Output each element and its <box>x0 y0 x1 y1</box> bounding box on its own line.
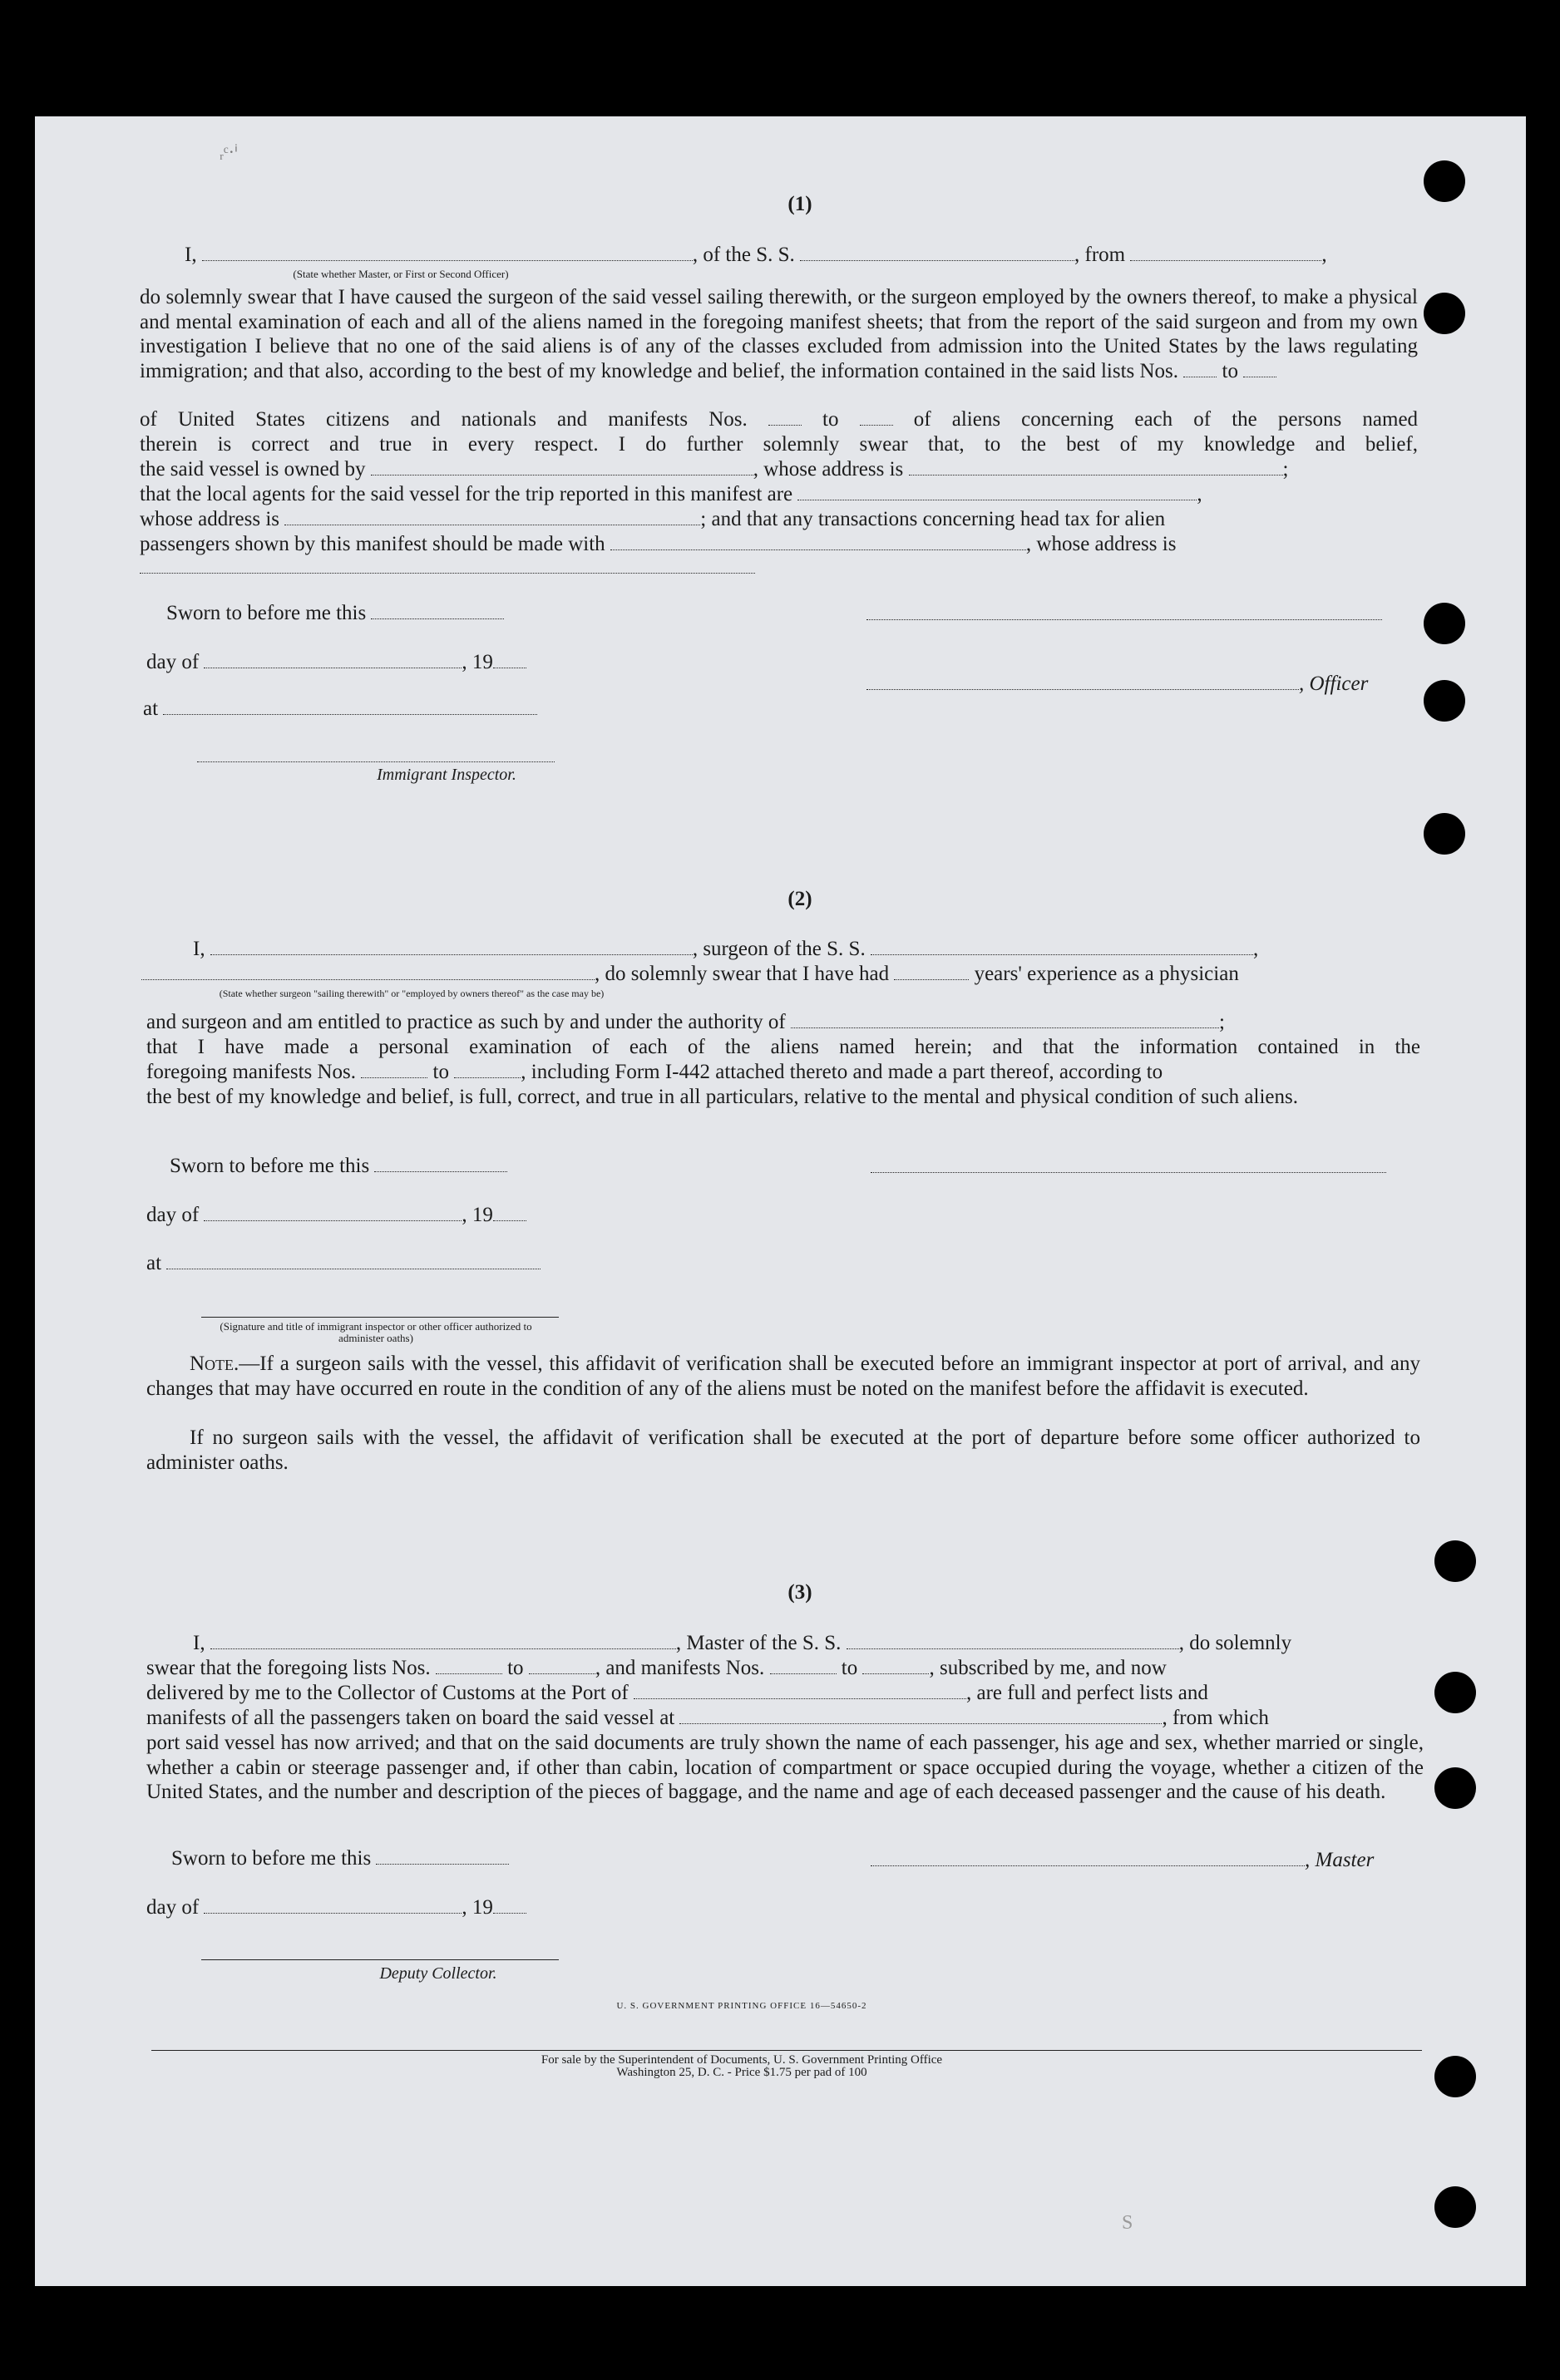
punch-hole <box>1424 603 1465 644</box>
sec3-line-1 <box>193 1631 1424 1656</box>
label: , Officer <box>1299 673 1369 695</box>
label: , <box>1252 938 1259 960</box>
sig-caption: (Signature and title of immigrant inspector or other officer authorized to administer oaths) <box>220 1320 532 1344</box>
punch-hole <box>1434 1540 1476 1582</box>
label: Sworn to before me this <box>166 602 367 624</box>
footer-rule <box>151 2050 1422 2051</box>
footer-line-1: For sale by the Superintendent of Documents, U. S. Government Printing Office <box>541 2053 943 2067</box>
owner-field[interactable] <box>371 460 753 476</box>
agents-address-field[interactable] <box>284 510 700 525</box>
punch-hole <box>1434 1767 1476 1809</box>
punch-hole <box>1424 680 1465 722</box>
sec2-line-2 <box>141 962 1422 987</box>
form-page <box>35 116 1526 2286</box>
label: day of <box>146 1204 200 1226</box>
label: and surgeon and am entitled to practice as such by and under the authority of <box>146 1011 786 1033</box>
at-field[interactable] <box>166 1254 541 1269</box>
label: , and manifests Nos. <box>595 1657 765 1679</box>
label: , <box>1197 483 1202 505</box>
sec2-line-5 <box>146 1060 1420 1085</box>
label: at <box>146 1252 162 1274</box>
label: swear that the foregoing lists Nos. <box>146 1657 431 1679</box>
label: , subscribed by me, and now <box>929 1657 1167 1679</box>
sec1-sworn <box>166 601 504 626</box>
label: , 19 <box>462 1896 493 1919</box>
note-paragraph-1 <box>146 1352 1420 1401</box>
label: , 19 <box>462 1204 493 1226</box>
inspector-signature-field[interactable] <box>197 761 555 762</box>
from-port-field[interactable] <box>1130 245 1321 261</box>
label: delivered by me to the Collector of Customs at the Port of <box>146 1682 629 1704</box>
officer-field[interactable] <box>866 674 1299 690</box>
section-2-heading: (2) <box>787 888 812 910</box>
lists-to-field[interactable] <box>529 1658 595 1674</box>
sworn-date-field[interactable] <box>374 1156 507 1172</box>
master-signature-field[interactable] <box>871 1850 1305 1866</box>
label: manifests of all the passengers taken on board the said vessel at <box>146 1707 675 1729</box>
boarding-port-field[interactable] <box>679 1708 1162 1724</box>
label: I, <box>193 938 205 960</box>
sec3-line-2 <box>146 1656 1424 1681</box>
punch-hole <box>1424 813 1465 855</box>
label: to <box>1222 359 1238 382</box>
sec1-paragraph <box>140 285 1418 383</box>
authority-field[interactable] <box>791 1013 1219 1028</box>
label: , whose address is <box>753 458 904 480</box>
sec2-at <box>146 1251 541 1276</box>
year-field[interactable] <box>493 1205 526 1221</box>
manifests-from-field[interactable] <box>770 1658 837 1674</box>
punch-hole <box>1434 2056 1476 2097</box>
sworn-date-field[interactable] <box>371 604 504 619</box>
label: passengers shown by this manifest should be made with <box>140 533 605 555</box>
label: , <box>1321 244 1327 266</box>
stray-mark: ᵣᶜ·ⁱ <box>220 141 238 162</box>
label: , do solemnly <box>1178 1632 1292 1654</box>
label: of United States citizens and nationals and manifests Nos. <box>140 408 748 431</box>
sec3-paragraph: port said vessel has now arrived; and that on the said documents are truly shown the name of each passenger, his age and sex, whether married or single, whether a cabin or steerage passenger and, if other than cabin, location of compartment or space occupied during the voyage, whether a citizen of the United States, and the number and description of the pieces of baggage, and the name and age of each deceased passenger and the cause of his death. <box>146 1732 1424 1803</box>
sec2-day <box>146 1203 526 1228</box>
corner-mark: S <box>1122 2212 1133 2234</box>
label: , of the S. S. <box>692 244 795 266</box>
note-paragraph-2: If no surgeon sails with the vessel, the affidavit of verification shall be executed at the port of departure before some officer authorized to administer oaths. <box>146 1427 1420 1474</box>
label: , Master of the S. S. <box>675 1632 842 1654</box>
label: to <box>822 408 839 431</box>
label: day of <box>146 1896 200 1919</box>
collector-signature-line[interactable] <box>201 1959 559 1960</box>
master-name-field[interactable] <box>210 1633 676 1649</box>
sec1-day <box>146 650 526 675</box>
label: , 19 <box>462 651 493 673</box>
day-field[interactable] <box>204 1898 462 1914</box>
sec1-at <box>143 697 537 722</box>
port-field[interactable] <box>634 1683 966 1699</box>
sec3-sworn <box>171 1846 509 1871</box>
label: to <box>432 1061 449 1083</box>
officer-name-field[interactable] <box>202 245 693 261</box>
sec1-line-11 <box>140 507 1418 532</box>
label: ; <box>1282 458 1289 480</box>
gpo-imprint: U. S. GOVERNMENT PRINTING OFFICE 16—54650-2 <box>616 2001 867 2011</box>
sec1-line-1 <box>185 243 1419 268</box>
day-field[interactable] <box>204 1205 462 1221</box>
label: , including Form I-442 attached thereto and made a part thereof, according to <box>521 1061 1163 1083</box>
label: I, <box>185 244 197 266</box>
lists-to-field[interactable] <box>1243 362 1276 377</box>
sec1-hint: (State whether Master, or First or Second Officer) <box>293 268 509 280</box>
sec2-hint: (State whether surgeon "sailing therewith" or "employed by owners thereof" as the case may be) <box>219 988 605 999</box>
sec2-line-1 <box>193 937 1424 962</box>
year-field[interactable] <box>493 653 526 668</box>
surgeon-vessel-field[interactable] <box>871 939 1253 955</box>
sec3-master <box>871 1848 1374 1873</box>
label: , surgeon of the S. S. <box>692 938 866 960</box>
sec3-line-4 <box>146 1706 1424 1731</box>
label: that the local agents for the said vessel for the trip reported in this manifest are <box>140 483 793 505</box>
sec2-sworn <box>170 1154 507 1179</box>
punch-hole <box>1424 293 1465 334</box>
sec3-day <box>146 1895 526 1920</box>
head-tax-party-field[interactable] <box>610 535 1026 550</box>
manifests-to-field[interactable] <box>862 1658 929 1674</box>
label: , are full and perfect lists and <box>966 1682 1208 1704</box>
label: ; <box>1219 1011 1225 1033</box>
lists-from-field[interactable] <box>1183 362 1217 377</box>
label: Sworn to before me this <box>171 1847 372 1870</box>
master-vessel-field[interactable] <box>847 1633 1179 1649</box>
label: foregoing manifests Nos. <box>146 1061 357 1083</box>
surgeon-name-field[interactable] <box>210 939 693 955</box>
at-field[interactable] <box>163 699 537 715</box>
note-text: —If a surgeon sails with the vessel, this affidavit of verification shall be executed before an immigrant inspector at port of arrival, and any changes that may have occurred en route in the condition of any of the aliens must be noted on the manifest before the affidavit is executed. <box>146 1353 1420 1400</box>
label: , from <box>1074 244 1126 266</box>
label: , from which <box>1162 1707 1269 1729</box>
label: , Master <box>1305 1849 1375 1871</box>
label: , whose address is <box>1025 533 1177 555</box>
local-agents-field[interactable] <box>797 485 1197 500</box>
vessel-name-field[interactable] <box>800 245 1074 261</box>
sec1-line-10 <box>140 482 1418 507</box>
label: Sworn to before me this <box>170 1155 370 1177</box>
owner-address-field[interactable] <box>909 460 1283 476</box>
sec1-officer <box>866 672 1368 697</box>
punch-hole <box>1434 1672 1476 1713</box>
label: the said vessel is owned by <box>140 458 366 480</box>
punch-hole <box>1434 2186 1476 2228</box>
sec3-line-3 <box>146 1681 1424 1706</box>
label: day of <box>146 651 200 673</box>
sec1-line-9 <box>140 457 1418 482</box>
note-label: Note. <box>190 1353 239 1375</box>
label: ; and that any transactions concerning head tax for alien <box>700 508 1166 530</box>
immigrant-inspector-label: Immigrant Inspector. <box>377 766 516 784</box>
label: at <box>143 697 159 720</box>
sec1-text: do solemnly swear that I have caused the surgeon of the said vessel sailing therewith, or the surgeon employed by the owners thereof, to make a physical and mental examination of each and all of the aliens named in the foregoing manifest sheets; that from the report of the said surgeon and from my own investigation I believe that no one of the said aliens is of any of the classes excluded from admission into the United States by the laws regulating immigration; and that also, according to the best of my knowledge and belief, the information contained in the said lists Nos. <box>140 286 1418 382</box>
section-1-heading: (1) <box>787 193 812 215</box>
officer-signature-field[interactable] <box>866 619 1382 620</box>
address-field[interactable] <box>140 573 755 574</box>
sec2-line-3 <box>146 1010 1420 1035</box>
punch-hole <box>1424 160 1465 202</box>
sworn-date-field[interactable] <box>376 1849 509 1865</box>
section-3-heading: (3) <box>787 1581 812 1604</box>
sec1-line-8: therein is correct and true in every respect. I do further solemnly swear that, to the best of my knowledge and belief, <box>140 433 1418 456</box>
label: of aliens concerning each of the persons named <box>913 408 1419 431</box>
label: years' experience as a physician <box>974 963 1239 985</box>
manifests-from-field[interactable] <box>768 410 802 426</box>
surgeon-signature-field[interactable] <box>871 1172 1386 1173</box>
sec2-line-6: the best of my knowledge and belief, is full, correct, and true in all particulars, relative to the mental and physical condition of such aliens. <box>146 1086 1298 1108</box>
inspector-signature-line[interactable] <box>201 1317 559 1318</box>
deputy-collector-label: Deputy Collector. <box>379 1964 497 1983</box>
surgeon-type-field[interactable] <box>141 964 595 980</box>
label: to <box>507 1657 524 1679</box>
day-field[interactable] <box>204 653 462 668</box>
label: whose address is <box>140 508 280 530</box>
surgeon-manifests-from-field[interactable] <box>361 1062 427 1078</box>
manifests-to-field[interactable] <box>860 410 893 426</box>
label: , do solemnly swear that I have had <box>595 963 890 985</box>
lists-from-field[interactable] <box>436 1658 502 1674</box>
sec1-line-7 <box>140 407 1418 432</box>
label: I, <box>193 1632 205 1654</box>
label: to <box>841 1657 858 1679</box>
sec1-line-12 <box>140 532 1418 557</box>
sec2-line-4: that I have made a personal examination of each of the aliens named herein; and that the information contained in the <box>146 1036 1420 1058</box>
years-field[interactable] <box>894 964 969 980</box>
surgeon-manifests-to-field[interactable] <box>454 1062 521 1078</box>
year-field[interactable] <box>493 1898 526 1914</box>
footer-line-2: Washington 25, D. C. - Price $1.75 per pad of 100 <box>616 2066 867 2079</box>
